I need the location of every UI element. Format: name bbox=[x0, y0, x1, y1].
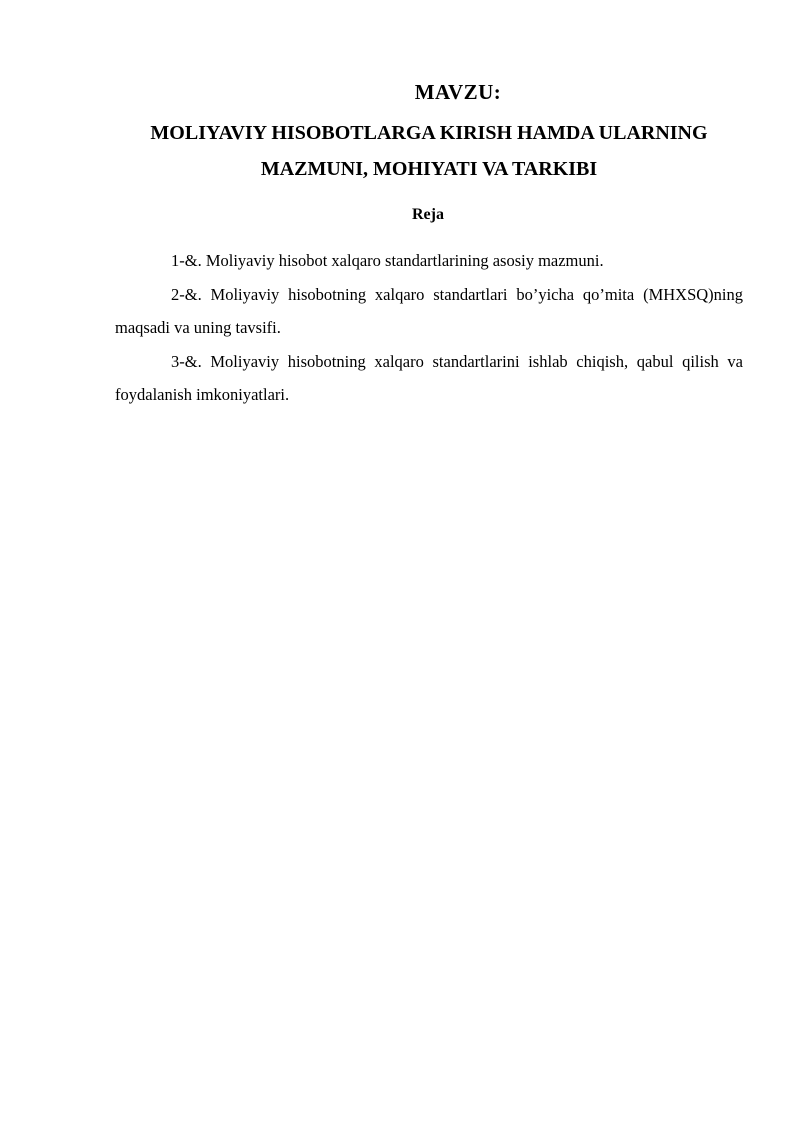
plan-heading: Reja bbox=[412, 206, 444, 223]
plan-list bbox=[115, 244, 743, 412]
document-title bbox=[115, 115, 743, 187]
document-title-line-2: MAZMUNI, MOHIYATI VA TARKIBI bbox=[260, 158, 598, 180]
plan-item-2: 2-&. Moliyaviy hisobotning xalqaro standartlari bo’yicha qo’mita (MHXSQ)ning maqsadi va uning tavsifi. bbox=[115, 284, 743, 337]
document-title-line-1: MOLIYAVIY HISOBOTLARGA KIRISH HAMDA ULARNING bbox=[150, 122, 708, 144]
plan-item-1: 1-&. Moliyaviy hisobot xalqaro standartlarining asosiy mazmuni. bbox=[171, 251, 604, 270]
plan-item-3: 3-&. Moliyaviy hisobotning xalqaro standartlarini ishlab chiqish, qabul qilish va foydalanish imkoniyatlari. bbox=[115, 351, 743, 404]
topic-heading: MAVZU: bbox=[414, 80, 502, 104]
